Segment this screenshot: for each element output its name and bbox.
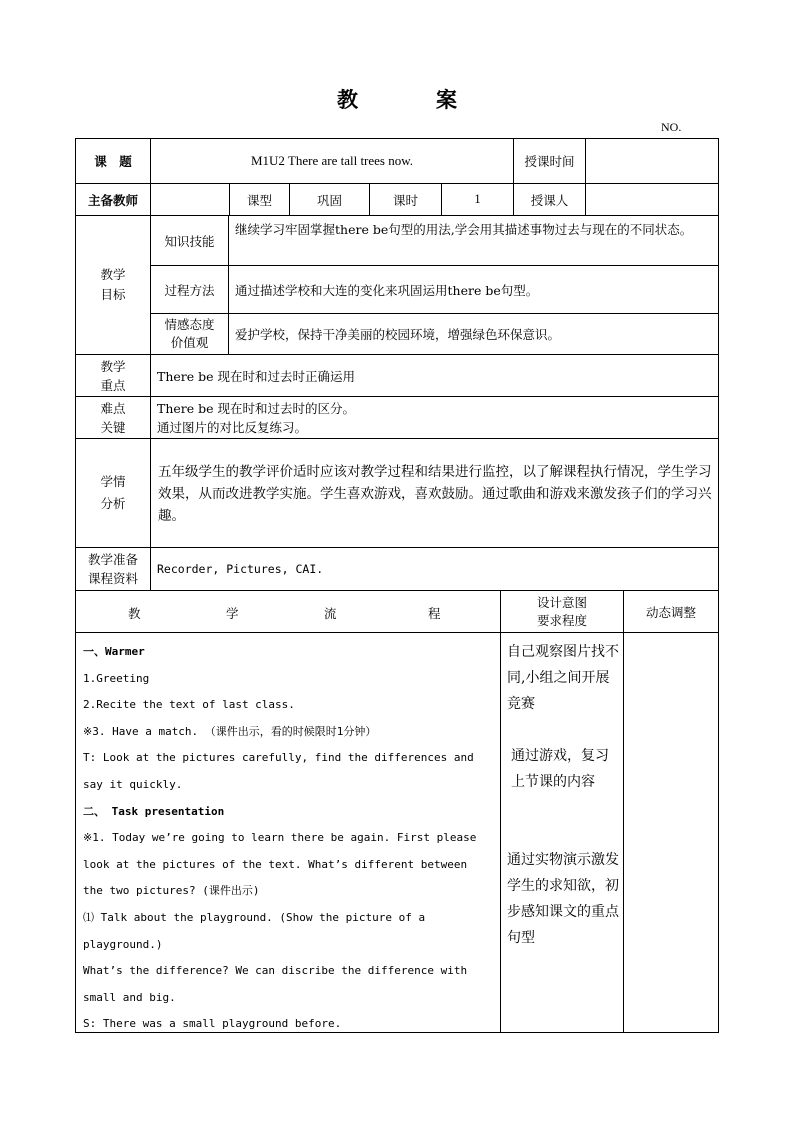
emotion-label xyxy=(150,313,228,354)
analysis-label xyxy=(75,438,150,547)
design-note-2: 通过游戏，复习上节课的内容 xyxy=(511,748,609,790)
teacher-value xyxy=(150,183,229,215)
prep-label xyxy=(75,547,150,590)
adjust-column xyxy=(623,632,719,1033)
flow-line: look at the pictures of the text. What’s different between xyxy=(83,857,468,871)
analysis-label-text: 学情分析 xyxy=(100,474,126,511)
teacher-label: 主备教师 xyxy=(75,183,150,215)
flow-header-char-1: 教 xyxy=(128,606,141,621)
class-time-label: 授课时间 xyxy=(513,138,585,183)
flow-line: ⑴ Talk about the playground. (Show the picture of a xyxy=(83,910,426,924)
flow-line: 2.Recite the text of last class. xyxy=(83,698,295,712)
difficulty-label xyxy=(75,396,150,438)
design-header-text: 设计意图要求程度 xyxy=(536,594,587,628)
document-title xyxy=(0,84,794,114)
flow-line: say it quickly. xyxy=(83,777,183,791)
flow-header-char-4: 程 xyxy=(428,606,441,621)
difficulty-line-1: There be 现在时和过去时的区分。 xyxy=(157,401,356,416)
difficulty-line-2: 通过图片的对比反复练习。 xyxy=(157,420,308,435)
flow-line: ※3. Have a match. （课件出示，看的时候限时1分钟） xyxy=(83,724,377,738)
topic-label: 课 题 xyxy=(75,138,150,183)
lecturer-label: 授课人 xyxy=(513,183,585,215)
type-value: 巩固 xyxy=(289,183,369,215)
lecturer-value xyxy=(585,183,719,215)
flow-header-char-3: 流 xyxy=(324,606,337,621)
flow-line: What’s the difference? We can discribe the difference with xyxy=(83,964,468,978)
flow-content xyxy=(75,632,500,1033)
lesson-plan-table xyxy=(75,138,719,1033)
design-note-3: 通过实物演示激发学生的求知欲，初步感知课文的重点句型 xyxy=(507,852,619,946)
key-point-text: There be 现在时和过去时正确运用 xyxy=(150,354,719,396)
flow-line: ※1. Today we’re going to learn there be again. First please xyxy=(83,831,477,845)
class-time-value xyxy=(585,138,719,183)
flow-line: 二、 Task presentation xyxy=(83,804,225,818)
flow-line: 一、Warmer xyxy=(83,645,145,658)
process-text: 通过描述学校和大连的变化来巩固运用there be句型。 xyxy=(228,265,719,313)
design-header xyxy=(500,590,623,632)
flow-header-char-2: 学 xyxy=(226,606,239,621)
prep-text: Recorder, Pictures, CAI. xyxy=(150,547,719,590)
flow-line: S: There was a small playground before. xyxy=(83,1017,342,1031)
title-char-2: 案 xyxy=(436,87,457,112)
key-point-label xyxy=(75,354,150,396)
flow-line: playground.) xyxy=(83,937,163,951)
type-label: 课型 xyxy=(229,183,289,215)
knowledge-text: 继续学习牢固掌握there be句型的用法,学会用其描述事物过去与现在的不同状态。 xyxy=(228,215,719,265)
topic-value: M1U2 There are tall trees now. xyxy=(150,138,513,183)
flow-line: 1.Greeting xyxy=(83,671,150,685)
flow-line: the two pictures? (课件出示) xyxy=(83,884,260,898)
number-label: NO. xyxy=(661,120,682,134)
knowledge-label: 知识技能 xyxy=(150,215,228,265)
flow-line: small and big. xyxy=(83,990,176,1004)
flow-header xyxy=(75,590,500,632)
design-note-1: 自己观察图片找不同,小组之间开展竞赛 xyxy=(507,644,619,712)
key-point-label-text: 教学重点 xyxy=(100,358,126,393)
title-char-1: 教 xyxy=(337,87,358,112)
prep-label-text: 教学准备课程资料 xyxy=(87,552,138,586)
adjust-header: 动态调整 xyxy=(623,590,719,632)
objectives-label-text: 教学目标 xyxy=(100,267,126,302)
analysis-text: 五年级学生的教学评价适时应该对教学过程和结果进行监控，以了解课程执行情况，学生学习效果，从而改进教学实施。学生喜欢游戏，喜欢鼓励。通过歌曲和游戏来激发孩子们的学习兴趣。 xyxy=(150,438,719,547)
hours-value: 1 xyxy=(441,183,513,215)
design-notes xyxy=(500,632,623,1033)
emotion-label-text: 情感态度价值观 xyxy=(164,317,215,350)
objectives-label xyxy=(75,215,150,354)
hours-label: 课时 xyxy=(369,183,441,215)
flow-line: T: Look at the pictures carefully, find the differences and xyxy=(83,751,474,765)
emotion-text: 爱护学校，保持干净美丽的校园环境，增强绿色环保意识。 xyxy=(228,313,719,354)
difficulty-label-text: 难点关键 xyxy=(100,400,126,435)
difficulty-text xyxy=(150,396,719,438)
process-label: 过程方法 xyxy=(150,265,228,313)
